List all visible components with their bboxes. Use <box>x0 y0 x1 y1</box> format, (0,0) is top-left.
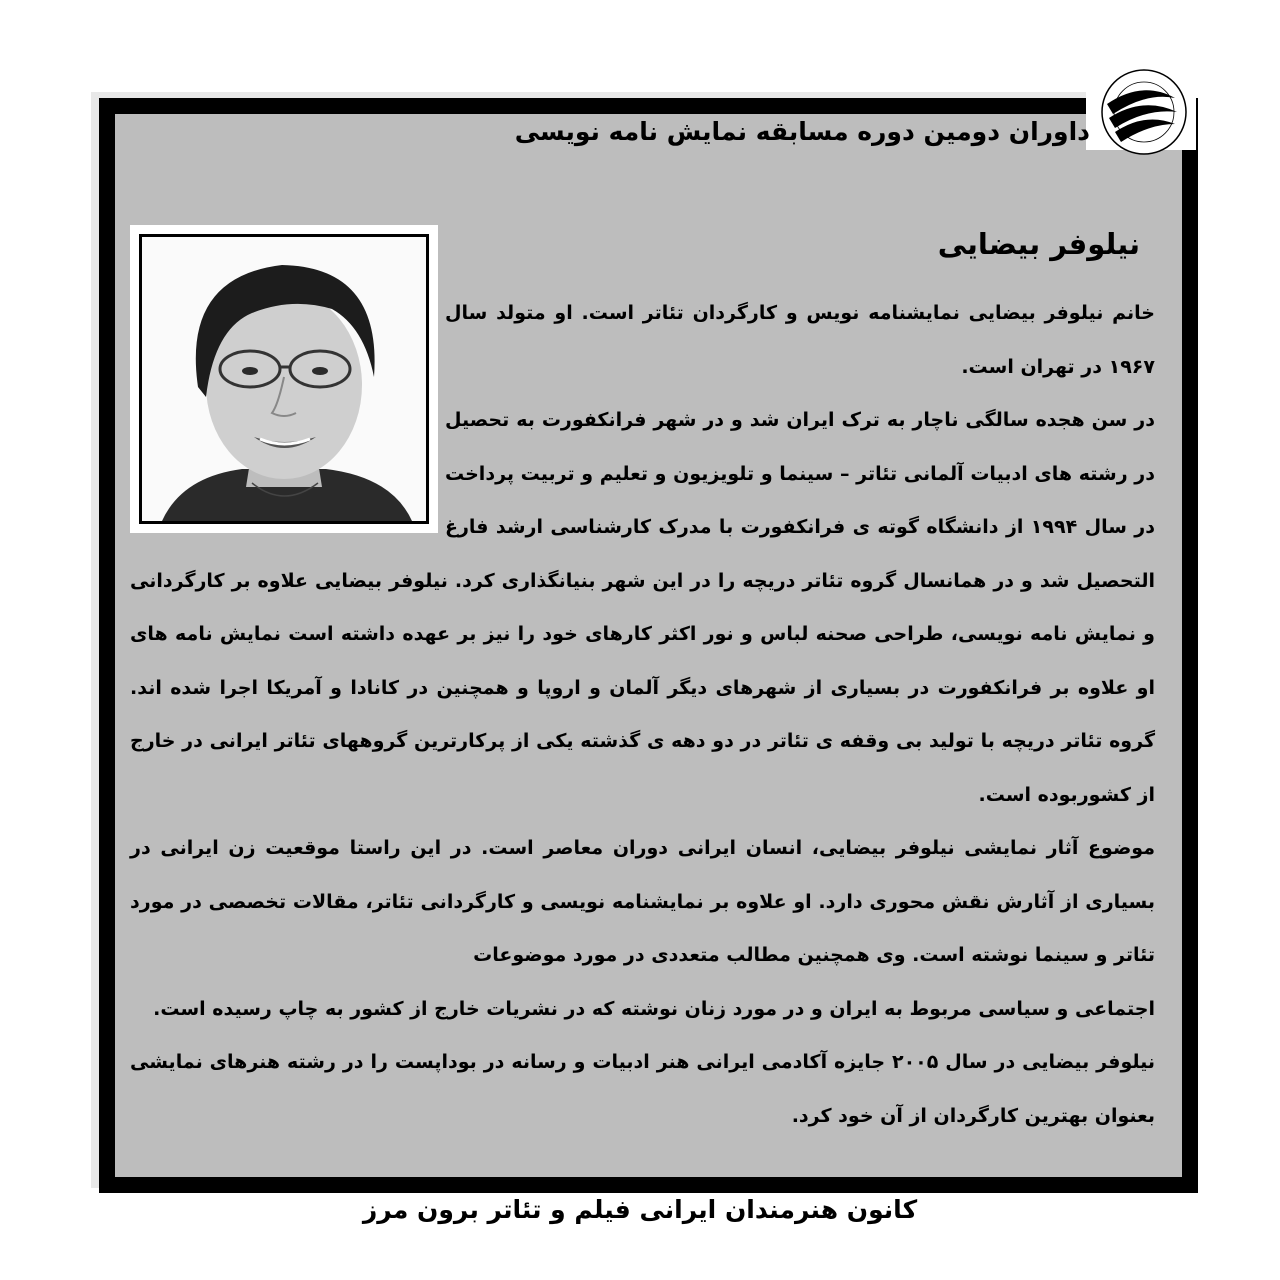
photo-spacer <box>130 287 445 537</box>
bio-paragraph-2: در سن هجده سالگی ناچار به ترک ایران شد و در شهر فرانکفورت به تحصیل در رشته های ادبیات آلمانی تئاتر – سینما و تلویزیون و تعلیم و تربیت پرداخت در سال ۱۹۹۴ از دانشگاه گوته ی فرانکفورت با مدرک کارشناسی ارشد فارغ التحصیل شد و در همانسال گروه تئاتر دریچه را در این شهر بنیانگذاری کرد. نیلوفر بیضایی علاوه بر کارگردانی و نمایش نامه نویسی، طراحی صحنه لباس و نور اکثر کارهای خود را نیز بر عهده داشته است نمایش نامه های او علاوه بر فرانکفورت در بسیاری از شهرهای دیگر آلمان و اروپا و همچنین در کانادا و آمریکا اجرا شده اند. گروه تئاتر دریچه با تولید بی وقفه ی تئاتر در دو دهه ی گذشته یکی از پرکارترین گروههای تئاتر ایرانی در خارج از کشوربوده است. <box>130 409 1155 806</box>
bio-paragraph-5: نیلوفر بیضایی در سال ۲۰۰۵ جایزه آکادمی ایرانی هنر ادبیات و رسانه در بوداپست را در رشته هنرهای نمایشی بعنوان بهترین کارگردان از آن خود کرد. <box>130 1051 1156 1127</box>
footer-organization: کانون هنرمندان ایرانی فیلم و تئاتر برون مرز <box>362 1195 918 1224</box>
biography <box>130 287 1155 1143</box>
page-title: داوران دومین دوره مسابقه نمایش نامه نویسی <box>514 117 1090 146</box>
bio-paragraph-1: خانم نیلوفر بیضایی نمایشنامه نویس و کارگردان تئاتر است. او متولد سال ۱۹۶۷ در تهران است. <box>445 302 1155 378</box>
bio-paragraph-4: اجتماعی و سیاسی مربوط به ایران و در مورد زنان نوشته که در نشریات خارج از کشور به چاپ رسیده است. <box>153 997 1155 1020</box>
association-logo-icon <box>1097 62 1187 162</box>
bio-paragraph-3: موضوع آثار نمایشی نیلوفر بیضایی، انسان ایرانی دوران معاصر است. در این راستا موقعیت زن ایرانی در بسیاری از آثارش نقش محوری دارد. او علاوه بر نمایشنامه نویسی و کارگردانی تئاتر، مقالات تخصصی در مورد تئاتر و سینما نوشته است. وی همچنین مطالب متعددی در مورد موضوعات <box>130 837 1155 966</box>
person-name: نیلوفر بیضایی <box>937 227 1140 261</box>
